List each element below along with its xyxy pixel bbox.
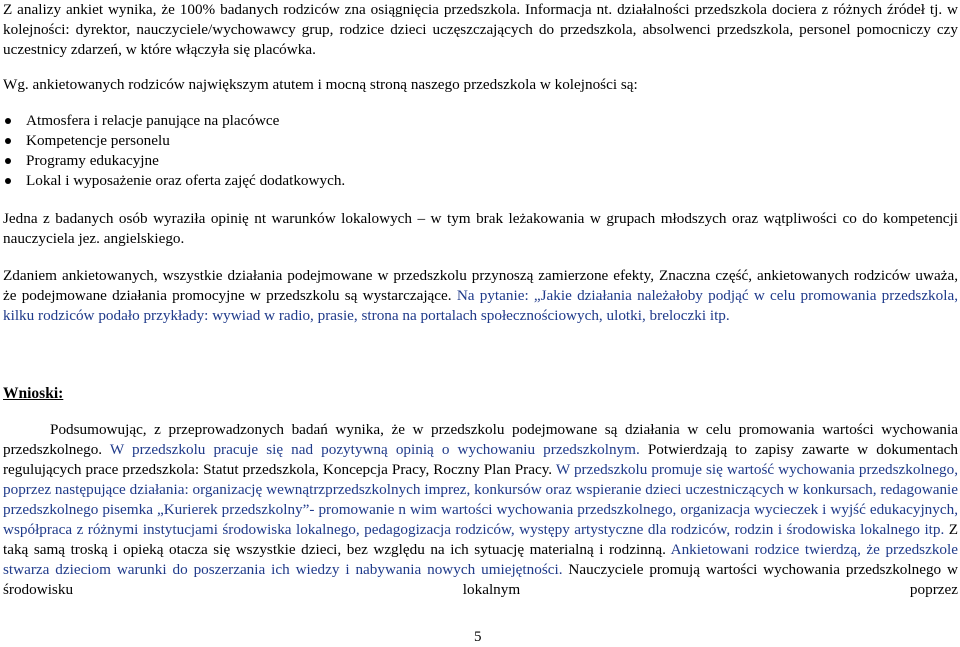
list-item: Atmosfera i relacje panujące na placówce bbox=[3, 111, 903, 131]
list-item: Programy edukacyjne bbox=[3, 151, 903, 171]
conclusions-paragraph: Podsumowując, z przeprowadzonych badań wynika, że w przedszkolu podejmowane są działania w celu promowania wartości wychowania przedszkolnego. W przedszkolu pracuje się nad pozytywną opinią o wychowaniu przedszkolnym. Potwierdzają to zapisy zawarte w dokumentach regulujących prace przedszkola: Statut przedszkola, Koncepcja Pracy, Roczny Plan Pracy. W przedszkolu promuje się wartość wychowania przedszkolnego, poprzez następujące działania: organizację wewnątrzprzedszkolnych imprez, konkursów oraz wspieranie dzieci uczestniczących w konkursach, redagowanie przedszkolnego pisemka „Kurierek przedszkolny”- promowanie n wim wartości wychowania przedszkolnego, organizacja wycieczek i wyjść edukacyjnych, współpraca z różnymi instytucjami środowiska lokalnego, pedagogizacja rodziców, występy artystyczne dla rodziców, rodzin i środowiska lokalnego itp. Z taką samą troską i opieką otacza się wszystkie dzieci, bez względu na ich sytuację materialną i rodzinną. Ankietowani rodzice twierdzą, że przedszkole stwarza dzieciom warunki do poszerzania ich wiedzy i nabywania nowych umiejętności. Nauczyciele promują wartości wychowania przedszkolnego w środowisku lokalnym poprzez bbox=[3, 421, 959, 598]
page-number: 5 bbox=[474, 629, 482, 645]
list-item: Kompetencje personelu bbox=[3, 131, 903, 151]
intro-paragraph bbox=[3, 0, 958, 60]
list-item: Lokal i wyposażenie oraz oferta zajęć dodatkowych. bbox=[3, 171, 903, 191]
bullet-icon bbox=[5, 138, 11, 144]
strengths-list bbox=[3, 111, 903, 191]
opinion-paragraph: Jedna z badanych osób wyraziła opinię nt warunków lokalowych – w tym brak leżakowania w grupach młodszych oraz wątpliwości co do kompetencji nauczyciela jez. angielskiego. bbox=[3, 210, 958, 247]
effects-question: Na pytanie: „Jakie działania należałoby podjąć w celu promowania przedszkola, kilku rodziców podało przykłady: wywiad w radio, prasie, strona na portalach społecznościowych, ulotki, breloczki itp. bbox=[3, 287, 959, 324]
effects-paragraph bbox=[3, 266, 958, 326]
bullet-icon bbox=[5, 178, 11, 184]
intro-text: Z analizy ankiet wynika, że 100% badanych rodziców zna osiągnięcia przedszkola. Informacja nt. działalności przedszkola dociera z różnych źródeł tj. w kolejności: dyrektor, nauczyciele/wychowawcy grup, rodzice dzieci uczęszczających do przedszkola, absolwenci przedszkola, personel pomocniczy czy uczestnicy zdarzeń, w które włączyła się placówka. bbox=[3, 1, 958, 58]
bullet-icon bbox=[5, 158, 11, 164]
effects-text: Zdaniem ankietowanych, wszystkie działania podejmowane w przedszkolu przynoszą zamierzone efekty, Znaczna część, ankietowanych rodziców uważa, że podejmowane działania promocyjne w przedszkolu są wystarczające. bbox=[3, 267, 958, 304]
strengths-intro: Wg. ankietowanych rodziców największym atutem i mocną stroną naszego przedszkola w kolejności są: bbox=[3, 76, 638, 93]
conclusions-heading: Wnioski: bbox=[3, 385, 64, 402]
bullet-icon bbox=[5, 118, 11, 124]
